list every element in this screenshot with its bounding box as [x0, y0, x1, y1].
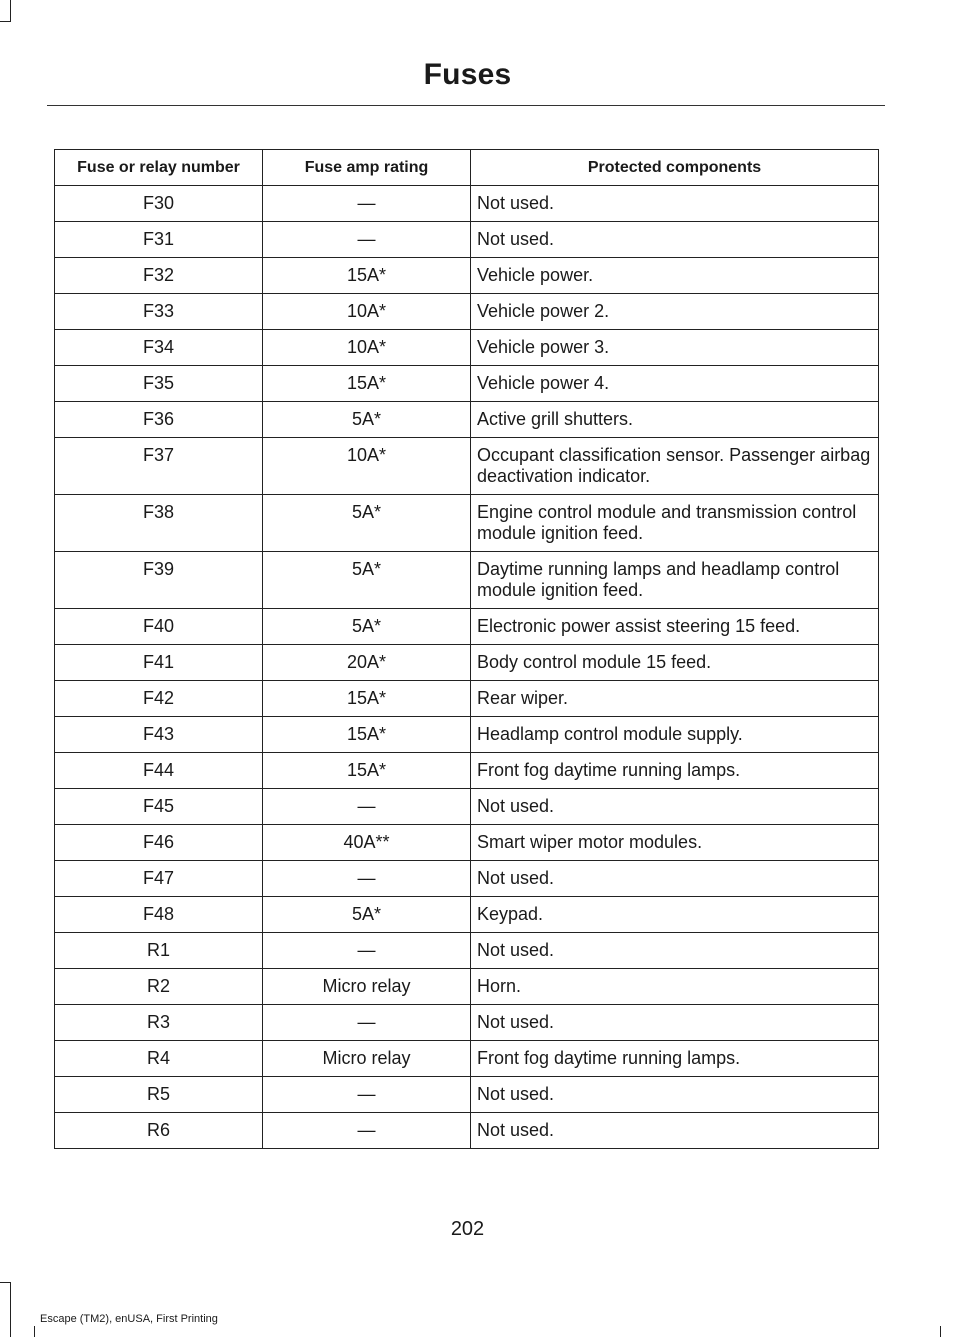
protected-component: Daytime running lamps and headlamp control module ignition feed. [471, 552, 879, 609]
protected-component: Vehicle power 4. [471, 366, 879, 402]
fuse-number: F37 [55, 438, 263, 495]
table-row [55, 1113, 879, 1149]
fuse-number: F45 [55, 789, 263, 825]
fuse-number: R2 [55, 969, 263, 1005]
fuse-number: F38 [55, 495, 263, 552]
protected-component: Electronic power assist steering 15 feed. [471, 609, 879, 645]
fuse-number: F32 [55, 258, 263, 294]
table-row [55, 366, 879, 402]
header-protected-components: Protected components [471, 150, 879, 186]
protected-component: Not used. [471, 1077, 879, 1113]
amp-rating: — [263, 1005, 471, 1041]
amp-rating: 10A* [263, 294, 471, 330]
amp-rating: — [263, 789, 471, 825]
amp-rating: — [263, 933, 471, 969]
amp-rating: — [263, 186, 471, 222]
protected-component: Vehicle power. [471, 258, 879, 294]
protected-component: Front fog daytime running lamps. [471, 753, 879, 789]
fuse-number: F48 [55, 897, 263, 933]
amp-rating: 10A* [263, 438, 471, 495]
title-divider [47, 105, 885, 106]
fuse-number: F34 [55, 330, 263, 366]
table-row [55, 294, 879, 330]
amp-rating: 5A* [263, 552, 471, 609]
protected-component: Vehicle power 3. [471, 330, 879, 366]
fuse-number: F31 [55, 222, 263, 258]
footer-edition-text: Escape (TM2), enUSA, First Printing [40, 1313, 218, 1325]
table-row [55, 495, 879, 552]
amp-rating: 15A* [263, 366, 471, 402]
protected-component: Not used. [471, 861, 879, 897]
table-row [55, 330, 879, 366]
amp-rating: 40A** [263, 825, 471, 861]
protected-component: Headlamp control module supply. [471, 717, 879, 753]
table-row [55, 969, 879, 1005]
protected-component: Not used. [471, 1113, 879, 1149]
header-amp-rating: Fuse amp rating [263, 150, 471, 186]
table-row [55, 1077, 879, 1113]
amp-rating: Micro relay [263, 969, 471, 1005]
table-row [55, 753, 879, 789]
amp-rating: 5A* [263, 402, 471, 438]
table-row [55, 222, 879, 258]
table-row [55, 897, 879, 933]
fuse-number: F39 [55, 552, 263, 609]
amp-rating: — [263, 222, 471, 258]
fuse-number: F30 [55, 186, 263, 222]
protected-component: Occupant classification sensor. Passenger airbag deactivation indicator. [471, 438, 879, 495]
table-row [55, 861, 879, 897]
table-row [55, 552, 879, 609]
table-row [55, 1041, 879, 1077]
protected-component: Horn. [471, 969, 879, 1005]
protected-component: Not used. [471, 933, 879, 969]
protected-component: Keypad. [471, 897, 879, 933]
fuse-number: R5 [55, 1077, 263, 1113]
amp-rating: — [263, 861, 471, 897]
table-header-row [55, 150, 879, 186]
amp-rating: 20A* [263, 645, 471, 681]
table-row [55, 609, 879, 645]
crop-mark-top-left-v [10, 0, 11, 22]
fuse-number: F36 [55, 402, 263, 438]
fuse-number: F46 [55, 825, 263, 861]
amp-rating: 5A* [263, 495, 471, 552]
protected-component: Not used. [471, 1005, 879, 1041]
crop-mark-bottom-left-h [0, 1282, 11, 1283]
amp-rating: Micro relay [263, 1041, 471, 1077]
amp-rating: — [263, 1113, 471, 1149]
table-row [55, 681, 879, 717]
table-row [55, 933, 879, 969]
crop-mark-top-left-h [0, 21, 11, 22]
table-row [55, 825, 879, 861]
fuse-number: F42 [55, 681, 263, 717]
protected-component: Vehicle power 2. [471, 294, 879, 330]
table-row [55, 1005, 879, 1041]
amp-rating: 10A* [263, 330, 471, 366]
protected-component: Body control module 15 feed. [471, 645, 879, 681]
fuse-number: F43 [55, 717, 263, 753]
protected-component: Smart wiper motor modules. [471, 825, 879, 861]
protected-component: Active grill shutters. [471, 402, 879, 438]
crop-mark-bottom-right-stub [940, 1326, 941, 1337]
amp-rating: 15A* [263, 717, 471, 753]
table-row [55, 438, 879, 495]
table-row [55, 717, 879, 753]
table-row [55, 789, 879, 825]
protected-component: Rear wiper. [471, 681, 879, 717]
amp-rating: 15A* [263, 258, 471, 294]
amp-rating: — [263, 1077, 471, 1113]
page-title: Fuses [423, 58, 512, 91]
crop-mark-bottom-left-v [10, 1282, 11, 1337]
fuse-number: R3 [55, 1005, 263, 1041]
protected-component: Not used. [471, 789, 879, 825]
fuse-number: R1 [55, 933, 263, 969]
fuse-number: R6 [55, 1113, 263, 1149]
page-number: 202 [450, 1218, 485, 1240]
protected-component: Front fog daytime running lamps. [471, 1041, 879, 1077]
fuse-table [54, 149, 879, 1149]
fuse-number: F33 [55, 294, 263, 330]
crop-mark-bottom-left-stub [34, 1326, 35, 1337]
table-row [55, 645, 879, 681]
fuse-number: F44 [55, 753, 263, 789]
table-row [55, 258, 879, 294]
fuse-number: F41 [55, 645, 263, 681]
amp-rating: 15A* [263, 681, 471, 717]
table-row [55, 402, 879, 438]
fuse-number: R4 [55, 1041, 263, 1077]
protected-component: Engine control module and transmission control module ignition feed. [471, 495, 879, 552]
fuse-number: F40 [55, 609, 263, 645]
protected-component: Not used. [471, 222, 879, 258]
table-row [55, 186, 879, 222]
fuse-number: F47 [55, 861, 263, 897]
amp-rating: 15A* [263, 753, 471, 789]
header-fuse-number: Fuse or relay number [55, 150, 263, 186]
amp-rating: 5A* [263, 609, 471, 645]
protected-component: Not used. [471, 186, 879, 222]
amp-rating: 5A* [263, 897, 471, 933]
fuse-number: F35 [55, 366, 263, 402]
